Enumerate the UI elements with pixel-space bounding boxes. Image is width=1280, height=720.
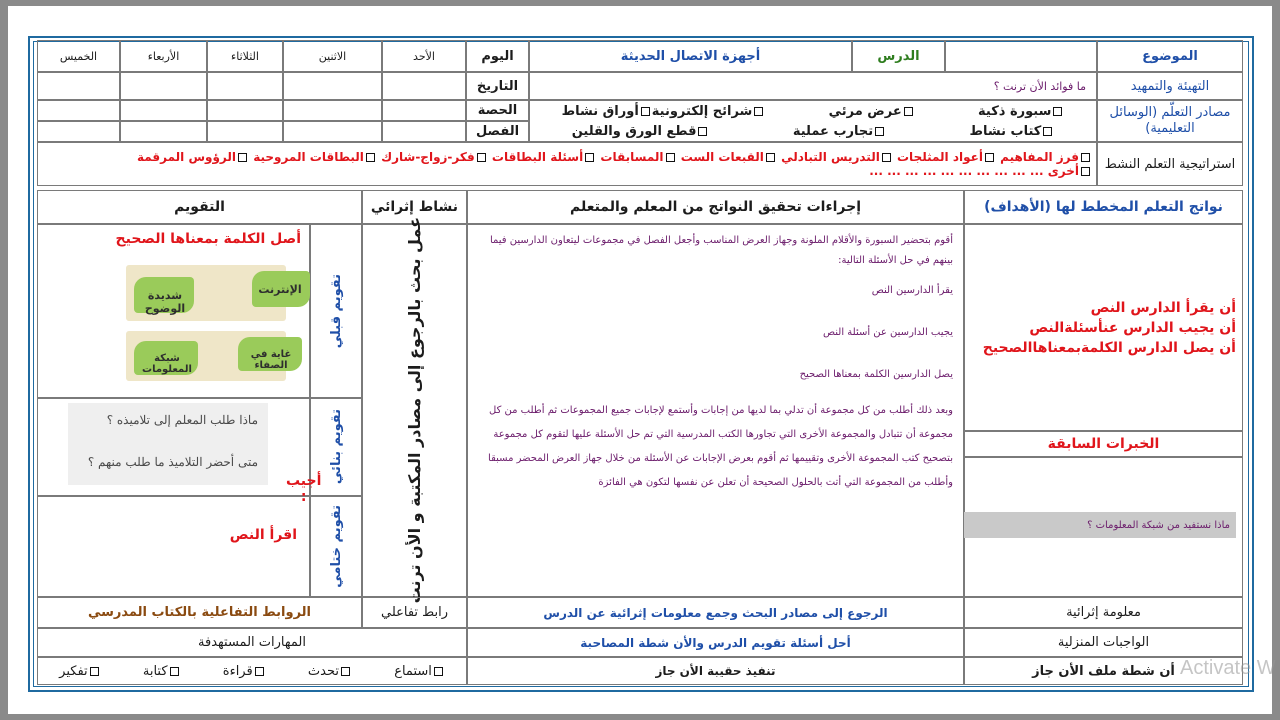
answer-label: أجيب : [285,473,322,505]
strategy-item[interactable]: المسابقات [600,150,676,164]
eval-final-label-cell [310,496,362,597]
strategy-item[interactable]: أسئلة البطاقات [492,150,596,164]
homework-label: الواجبات المنزلية [964,628,1243,657]
strategy-item[interactable]: فكر-زواج-شارك [381,150,488,164]
prior-question: ماذا نستفيد من شبكة المعلومات ؟ [964,512,1236,538]
eval-final-label: تقويم ختامي [328,505,344,588]
date-cell-1[interactable] [382,72,466,100]
intro-question: ما فوائد الأن ترنت ؟ [529,72,1097,100]
outcome-3: أن يصل الدارس الكلمةبمعناهاالصحيح [982,339,1236,356]
strategy-item[interactable]: الرؤوس المرقمة [137,150,249,164]
card-very-clear[interactable]: شديدة الوضوح [144,289,186,315]
eval-pre-label-cell [310,224,362,398]
card-internet[interactable]: الإنترنت [258,283,302,296]
homework-text: أحل أسئلة تقويم الدرس والأن شطة المصاحبة [467,628,964,657]
procedure-read: يقرأ الدارسين النص [871,285,953,296]
skills-list [37,657,467,685]
enrichment-info: الرجوع إلى مصادر البحث وجمع معلومات إثرائية عن الدرس [467,597,964,628]
strategies-row [137,150,1092,164]
outcome-1: أن يقرأ الدارس النص [1090,299,1236,316]
resources-label: مصادر التعلّم (الوسائل التعليمية) [1097,100,1243,142]
resource-item[interactable]: عرض مرئي [829,104,915,119]
subject-value[interactable] [945,40,1097,72]
day-tuesday: الثلاثاء [207,40,283,72]
now-file-label: أن شطة ملف الأن جاز [964,657,1243,685]
procedure-match: يصل الدارسين الكلمة بمعناها الصحيح [799,369,953,380]
date-cell-5[interactable] [37,72,120,100]
eval-formative-cell [37,398,322,505]
formative-q1: ماذا طلب المعلم إلى تلاميذه ؟ [106,413,258,427]
col-outcomes: نواتج التعلم المخطط لها (الأهداف) [964,190,1243,224]
subject-label: الموضوع [1097,40,1243,72]
date-cell-3[interactable] [207,72,283,100]
procedure-answer: يجيب الدارسين عن أسئلة النص [823,327,953,338]
skill-listening[interactable]: استماع [394,664,445,679]
strategy-item[interactable]: أعواد المثلجات [897,150,996,164]
class-label: الفصل [466,121,529,142]
procedures-cell [467,224,964,597]
resource-item[interactable]: سبورة ذكية [978,104,1064,119]
period-cell-1[interactable] [382,100,466,121]
strategies-list [37,142,1097,186]
eval-final-cell [37,496,310,597]
procedure-intro: أقوم بتحضير السبورة والأقلام الملونة وجهاز العرض المناسب وأجعل الفصل في مجموعات ليتعاون الدارسين فيما بينهم في حل الأسئلة التالية: [489,235,953,266]
interactive-link-label: رابط تفاعلي [362,597,467,628]
period-cell-5[interactable] [37,100,120,121]
day-monday: الاثنين [283,40,382,72]
col-evaluation: التقويم [37,190,362,224]
eval-pre-label: تقويم قبلي [328,273,344,349]
resource-item[interactable]: شرائح إلكترونيةأوراق نشاط [562,104,766,119]
card-info-network[interactable]: شبكة المعلومات [142,353,192,375]
date-cell-2[interactable] [283,72,382,100]
period-cell-3[interactable] [207,100,283,121]
formative-q2: متى أحضر التلاميذ ما طلب منهم ؟ [87,455,258,469]
now-bag: تنفيذ حقيبة الأن جاز [467,657,964,685]
lesson-title: أجهزة الاتصال الحديثة [529,40,852,72]
strategy-item[interactable]: فرز المفاهيم [1000,150,1092,164]
outcome-2: أن يجيب الدارس عنأسئلةالنص [1029,319,1236,336]
period-cell-2[interactable] [283,100,382,121]
resources-row-1 [529,100,1097,121]
col-procedures: إجراءات تحقيق النواتج من المعلم والمتعلم [467,190,964,224]
eval-pre-cell [37,224,310,398]
lesson-label: الدرس [852,40,945,72]
outcomes-cell [964,224,1243,431]
enrichment-cell [362,217,467,604]
day-sunday: الأحد [382,40,466,72]
class-cell-5[interactable] [37,121,120,142]
col-enrichment: نشاط إثرائي [362,190,467,224]
class-cell-2[interactable] [283,121,382,142]
skill-reading[interactable]: قراءة [223,664,266,679]
class-cell-4[interactable] [120,121,207,142]
final-text: اقرأ النص [229,527,297,543]
strategy-item[interactable]: البطاقات المروحية [253,150,377,164]
enrichment-info-label: معلومة إثرائية [964,597,1243,628]
resource-item[interactable]: كتاب نشاط [969,124,1054,139]
day-label: اليوم [466,40,529,72]
strategy-other[interactable]: أخرى ... ... ... ... ... ... ... ... ... ... [869,164,1092,178]
activate-watermark: Activate W [1180,657,1276,679]
strategy-item[interactable]: القبعات الست [681,150,777,164]
resource-item[interactable]: تجارب عملية [793,124,886,139]
skill-thinking[interactable]: تفكير [59,664,100,679]
date-label: التاريخ [466,72,529,100]
period-cell-4[interactable] [120,100,207,121]
class-cell-1[interactable] [382,121,466,142]
day-thursday: الخميس [37,40,120,72]
skill-writing[interactable]: كتابة [143,664,181,679]
resources-row-2 [529,121,1097,142]
eval-formative-label: تقويم بنائي [328,409,344,485]
prior-label: الخبرات السابقة [964,431,1243,457]
strategy-item[interactable]: التدريس التبادلي [781,150,893,164]
class-cell-3[interactable] [207,121,283,142]
skills-label: المهارات المستهدفة [37,628,467,657]
card-very-pure[interactable]: غاية في الصفاء [250,349,292,371]
date-cell-4[interactable] [120,72,207,100]
period-label: الحصة [466,100,529,121]
procedure-group-work: وبعد ذلك أطلب من كل مجموعة أن تدلي بما لديها من إجابات وأستمع لإجابات جميع المجموعات ثم أطلب من كل مجموعة أن تتبادل والمجموعة الأخرى التي تجاورها الكتب المدرسية التي تم حل الأسئلة عليها لتقوم كل مجموعة بتصحيح كتب المجموعة الأخرى وتقييمها ثم أقوم بعرض الإجابات عن الأسئلة من خلال جهاز العرض المحضر مسبقا وأطلب من المجموعة التي أتت بالحلول الصحيحة أن تعلن عن نفسها لتكون هي الفائزة [488,405,953,488]
interactive-links[interactable]: الروابط التفاعلية بالكتاب المدرسي [37,597,362,628]
day-wednesday: الأربعاء [120,40,207,72]
strategies-label: استراتيجية التعلم النشط [1097,142,1243,186]
eval-pre-title: أصل الكلمة بمعناها الصحيح [115,231,301,247]
intro-label: التهيئة والتمهيد [1097,72,1243,100]
skill-speaking[interactable]: تحدث [308,664,352,679]
enrichment-text: عمل بحث بالرجوع إلى مصادر المكتبة و الأن ترنت [405,217,424,604]
resource-item[interactable]: قطع الورق والقلين [572,124,710,139]
